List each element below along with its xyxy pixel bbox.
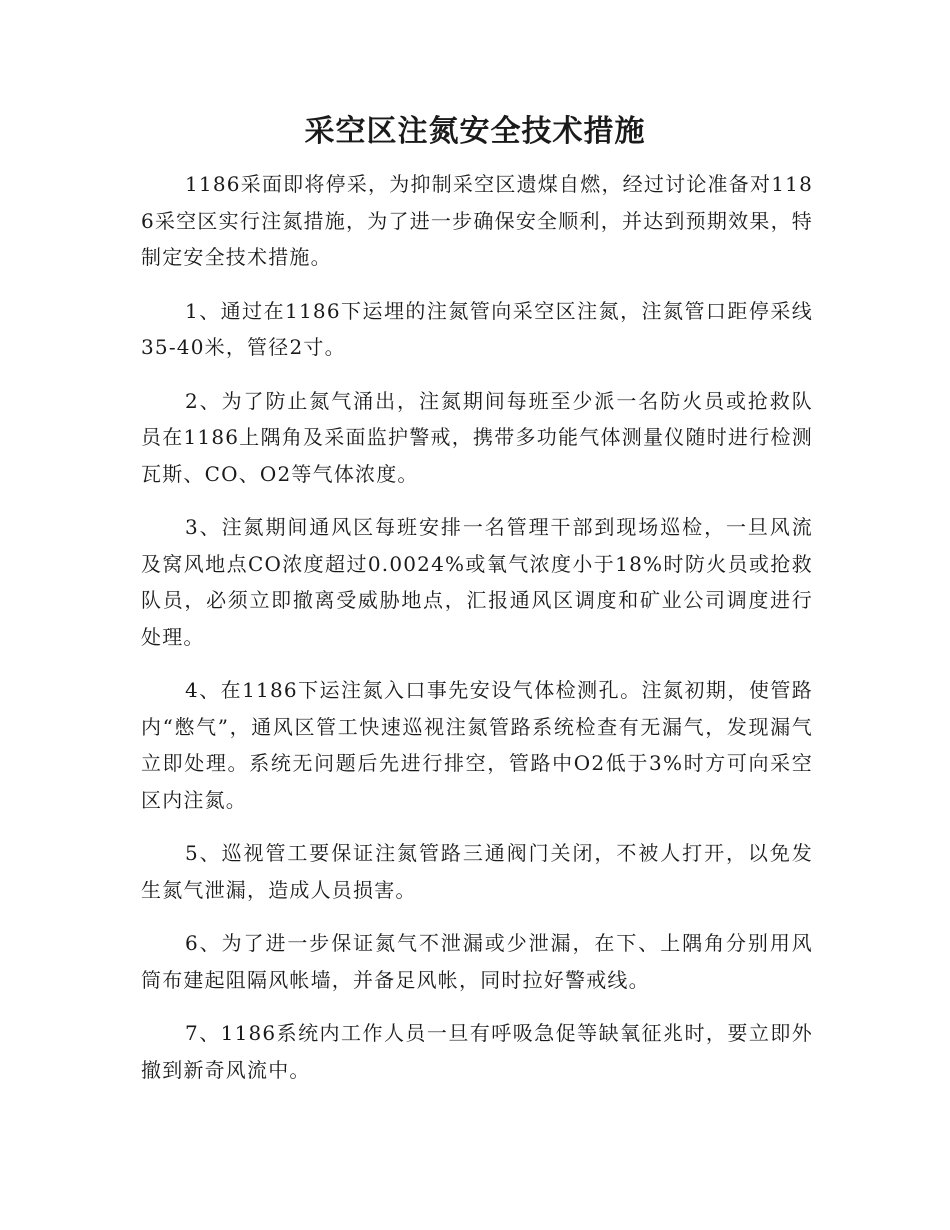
document-title: 采空区注氮安全技术措施 bbox=[304, 114, 646, 149]
paragraph-item-1: 1、通过在1186下运埋的注氮管向采空区注氮，注氮管口距停采线35-40米，管径2寸。 bbox=[141, 298, 813, 359]
document-body bbox=[141, 166, 813, 1105]
paragraph-item-6: 6、为了进一步保证氮气不泄漏或少泄漏，在下、上隅角分别用风筒布建起阻隔风帐墙，并备足风帐，同时拉好警戒线。 bbox=[141, 931, 813, 992]
paragraph-item-3: 3、注氮期间通风区每班安排一名管理干部到现场巡检，一旦风流及窝风地点CO浓度超过0.0024%或氧气浓度小于18%时防火员或抢救队员，必须立即撤离受威胁地点，汇报通风区调度和矿业公司调度进行处理。 bbox=[141, 515, 813, 649]
paragraph-intro: 1186采面即将停采，为抑制采空区遗煤自燃，经过讨论准备对1186采空区实行注氮措施，为了进一步确保安全顺利，并达到预期效果，特制定安全技术措施。 bbox=[141, 172, 813, 269]
paragraph-item-4: 4、在1186下运注氮入口事先安设气体检测孔。注氮初期，使管路内“憋气”，通风区管工快速巡视注氮管路系统检查有无漏气，发现漏气立即处理。系统无问题后先进行排空，管路中O2低于3%时方可向采空区内注氮。 bbox=[141, 678, 813, 812]
paragraph-item-5: 5、巡视管工要保证注氮管路三通阀门关闭，不被人打开，以免发生氮气泄漏，造成人员损害。 bbox=[141, 841, 813, 902]
paragraph-item-2: 2、为了防止氮气涌出，注氮期间每班至少派一名防火员或抢救队员在1186上隅角及采面监护警戒，携带多功能气体测量仪随时进行检测瓦斯、CO、O2等气体浓度。 bbox=[141, 388, 813, 486]
paragraph-item-7: 7、1186系统内工作人员一旦有呼吸急促等缺氧征兆时，要立即外撤到新奇风流中。 bbox=[141, 1021, 813, 1082]
